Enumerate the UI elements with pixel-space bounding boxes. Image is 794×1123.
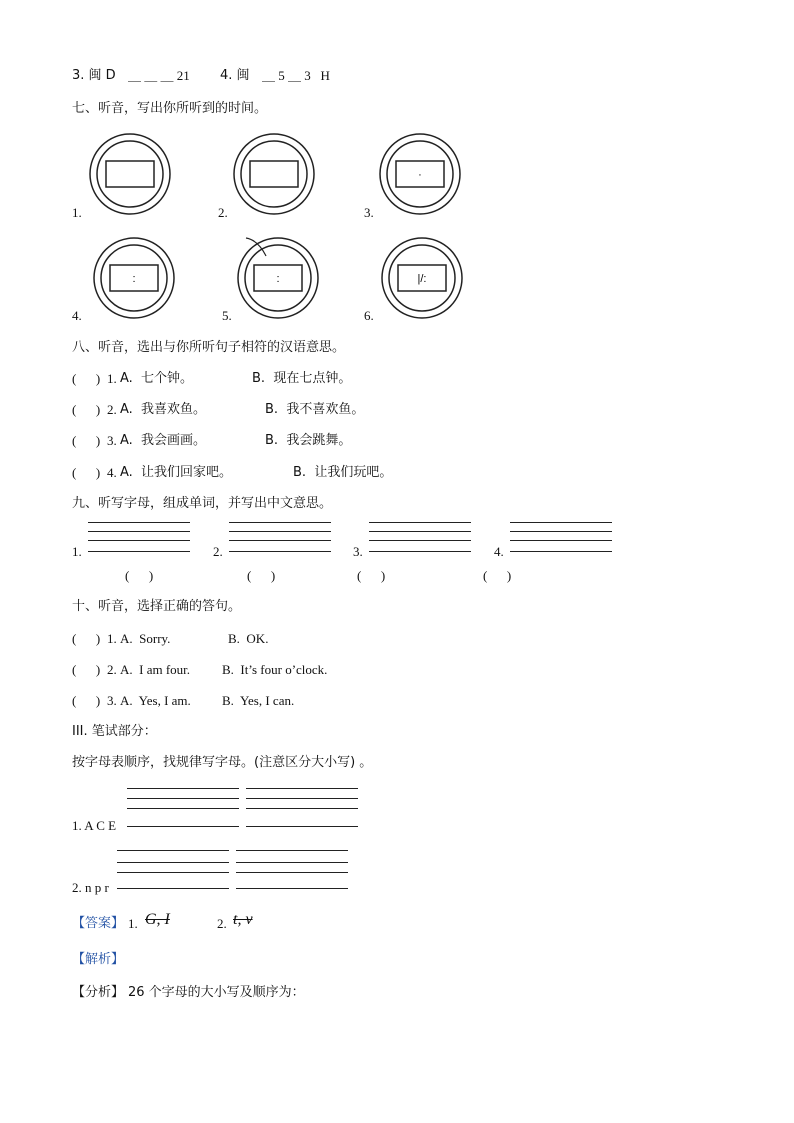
- fenxi-label: 【分析】: [72, 985, 125, 1000]
- answer-2-number: 2.: [217, 916, 227, 931]
- s9-paren-2[interactable]: ( ): [247, 568, 276, 583]
- s9-writing-lines-3[interactable]: [369, 522, 471, 552]
- s9-writing-lines-1[interactable]: [88, 522, 190, 552]
- s8-paren-1[interactable]: ( ): [72, 371, 101, 386]
- section-9-title: 九、听写字母，组成单词，并写出中文意思。: [72, 496, 333, 511]
- s8-num-1: 1.: [107, 371, 117, 386]
- clock-5: [236, 236, 320, 320]
- s9-writing-lines-2[interactable]: [229, 522, 331, 552]
- s8-option-a-4: A. 让我们回家吧。: [120, 465, 233, 480]
- s10-paren-1[interactable]: ( ): [72, 631, 101, 646]
- s10-num-1: 1.: [107, 631, 117, 646]
- item-3-blanks: ＿ ＿ ＿ 21: [128, 68, 190, 83]
- s9-paren-4[interactable]: ( ): [483, 568, 512, 583]
- written-part-title: III. 笔试部分：: [72, 724, 157, 739]
- s10-num-3: 3.: [107, 693, 117, 708]
- s9-writing-lines-4[interactable]: [510, 522, 612, 552]
- clock-label-3: 3.: [364, 205, 374, 220]
- item-3-prefix: 3. 闽 D: [72, 68, 116, 83]
- written-q1-lines-1[interactable]: [127, 788, 239, 818]
- s10-option-b-1: B. OK.: [228, 631, 269, 646]
- s10-option-b-3: B. Yes, I can.: [222, 693, 295, 708]
- clock-label-4: 4.: [72, 308, 82, 323]
- written-q2-label: 2. n p r: [72, 880, 109, 895]
- answer-label: 【答案】: [72, 916, 125, 931]
- fenxi-text: 26 个字母的大小写及顺序为：: [128, 985, 305, 1000]
- clock-label-6: 6.: [364, 308, 374, 323]
- s8-option-b-1: B. 现在七点钟。: [252, 371, 352, 386]
- clock-3: [378, 132, 462, 216]
- clock-2: [232, 132, 316, 216]
- s8-num-2: 2.: [107, 402, 117, 417]
- s8-paren-3[interactable]: ( ): [72, 433, 101, 448]
- clock-6-digits: |/:: [417, 273, 427, 285]
- written-q1-lines-2[interactable]: [246, 788, 358, 818]
- s10-paren-2[interactable]: ( ): [72, 662, 101, 677]
- s10-num-2: 2.: [107, 662, 117, 677]
- s10-option-a-2: A. I am four.: [120, 662, 191, 677]
- clock-label-2: 2.: [218, 205, 228, 220]
- s8-option-b-3: B. 我会跳舞。: [265, 433, 352, 448]
- s8-option-a-3: A. 我会画画。: [120, 433, 207, 448]
- s8-option-b-2: B. 我不喜欢鱼。: [265, 402, 365, 417]
- item-4-prefix: 4. 闽: [220, 68, 250, 83]
- s10-option-a-1: A. Sorry.: [120, 631, 171, 646]
- s8-option-a-2: A. 我喜欢鱼。: [120, 402, 207, 417]
- clock-1: [88, 132, 172, 216]
- clock-6: [380, 236, 464, 320]
- s8-option-a-1: A. 七个钟。: [120, 371, 194, 386]
- s9-label-2: 2.: [213, 544, 223, 559]
- section-8-title: 八、听音，选出与你所听句子相符的汉语意思。: [72, 340, 346, 355]
- clock-label-5: 5.: [222, 308, 232, 323]
- s9-paren-1[interactable]: ( ): [125, 568, 154, 583]
- s8-paren-2[interactable]: ( ): [72, 402, 101, 417]
- s8-num-3: 3.: [107, 433, 117, 448]
- answer-2-handwriting: t, v: [233, 911, 253, 928]
- s9-paren-3[interactable]: ( ): [357, 568, 386, 583]
- clock-3-digits: ·: [418, 169, 422, 181]
- clock-4: [92, 236, 176, 320]
- clock-label-1: 1.: [72, 205, 82, 220]
- written-q2-lines-2[interactable]: [236, 850, 348, 880]
- s10-paren-3[interactable]: ( ): [72, 693, 101, 708]
- s8-option-b-4: B. 让我们玩吧。: [293, 465, 393, 480]
- written-q1-label: 1. A C E: [72, 818, 117, 833]
- section-7-title: 七、听音，写出你所听到的时间。: [72, 101, 268, 116]
- written-instruction: 按字母表顺序，找规律写字母。(注意区分大小写) 。: [72, 755, 373, 770]
- clock-5-digits: :: [276, 273, 280, 285]
- item-4-blanks: ＿ 5 ＿ 3 H: [262, 68, 330, 83]
- analysis-label: 【解析】: [72, 952, 125, 967]
- clock-4-digits: :: [132, 273, 136, 285]
- s10-option-b-2: B. It’s four o’clock.: [222, 662, 328, 677]
- s8-num-4: 4.: [107, 465, 117, 480]
- s9-label-4: 4.: [494, 544, 504, 559]
- s9-label-3: 3.: [353, 544, 363, 559]
- section-10-title: 十、听音，选择正确的答句。: [72, 599, 242, 614]
- answer-1-number: 1.: [128, 916, 138, 931]
- written-q2-lines-1[interactable]: [117, 850, 229, 880]
- s10-option-a-3: A. Yes, I am.: [120, 693, 191, 708]
- s9-label-1: 1.: [72, 544, 82, 559]
- s8-paren-4[interactable]: ( ): [72, 465, 101, 480]
- answer-1-handwriting: G, I: [145, 911, 170, 928]
